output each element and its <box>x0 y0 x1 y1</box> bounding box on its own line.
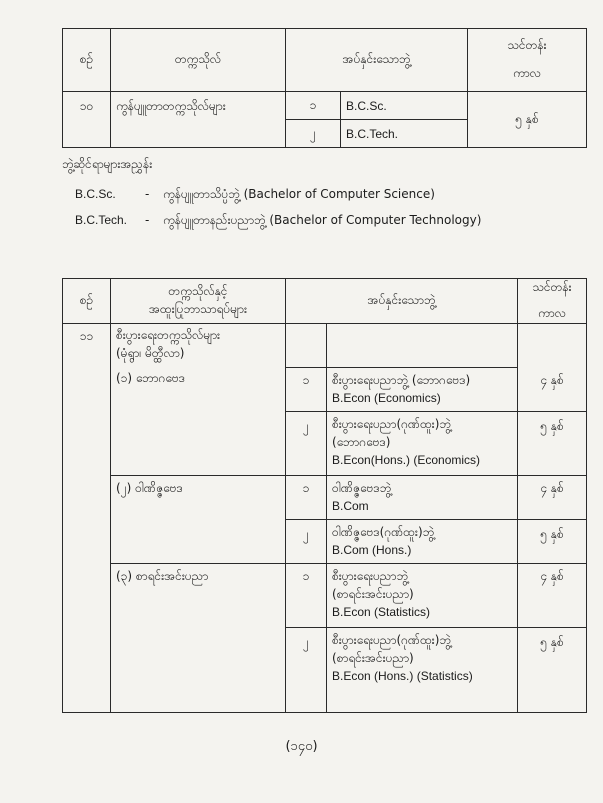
legend-title-text: ဘွဲ့ဆိုင်ရာများအညွှန်း <box>62 157 153 171</box>
degree-cell <box>327 628 518 713</box>
page-number: (၁၄၀) <box>285 739 318 754</box>
header-subject-line1: တက္ကသိုလ်နှင့် <box>168 284 228 298</box>
degree-line: (စာရင်းအင်းပညာ) <box>332 651 414 665</box>
degree-index: ၂ <box>286 520 327 564</box>
duration-cell: ၄ နှစ် <box>518 476 587 520</box>
row-subject: ကွန်ပျူတာတက္ကသိုလ်များ <box>111 92 286 148</box>
degree-line: (စာရင်းအင်းပညာ) <box>332 587 414 601</box>
row-no: ၁၀ <box>63 92 111 148</box>
row-duration: ၅ နှစ် <box>468 92 587 148</box>
legend-item <box>75 186 435 204</box>
university-cell <box>111 324 286 368</box>
duration-cell: ၅ နှစ် <box>518 412 587 476</box>
header-subject-line2: အထူးပြုဘာသာရပ်များ <box>148 302 247 316</box>
row-no: ၁၁ <box>63 324 111 713</box>
header-subject: တက္ကသိုလ် <box>111 29 286 92</box>
header-duration-line1: သင်တန်း <box>507 38 547 52</box>
subject-cell: (၂) ဝါဏိဇ္ဇဗေဒ <box>111 476 286 564</box>
subject-cell: (၁) ဘောဂဗေဒ <box>111 368 286 476</box>
header-duration-line2: ကာလ <box>513 66 541 80</box>
legend-dash: - <box>145 213 150 227</box>
degree-name: B.C.Tech. <box>341 120 468 148</box>
header-duration <box>518 279 587 324</box>
legend-desc: ကွန်ပျူတာသိပ္ပံဘွဲ့ (Bachelor of Computer Science) <box>163 187 435 201</box>
table-row <box>63 324 587 368</box>
degree-line: ဝါဏိဇ္ဇဗေဒ(ဂုဏ်ထူး)ဘွဲ့ <box>332 525 435 539</box>
degree-cell <box>327 476 518 520</box>
duration-cell: ၄ နှစ် <box>518 368 587 412</box>
empty-cell <box>518 324 587 368</box>
table-row <box>63 564 587 628</box>
degree-line: စီးပွားရေးပညာ(ဂုဏ်ထူး)ဘွဲ့ <box>332 633 451 647</box>
table-row <box>63 476 587 520</box>
empty-cell <box>286 324 327 368</box>
degree-line: ဝါဏိဇ္ဇဗေဒဘွဲ့ <box>332 481 392 495</box>
header-degree: အပ်နှင်းသောဘွဲ့ <box>286 29 468 92</box>
legend-desc: ကွန်ပျူတာနည်းပညာဘွဲ့ (Bachelor of Computer Technology) <box>163 213 482 227</box>
legend-title <box>62 153 152 174</box>
table-row <box>63 92 587 120</box>
table1-header-row <box>63 29 587 92</box>
degree-cell <box>327 412 518 476</box>
duration-cell: ၅ နှစ် <box>518 520 587 564</box>
degree-line: B.Com (Hons.) <box>332 543 412 557</box>
degree-line: (ဘောဂဗေဒ) <box>332 435 391 449</box>
degree-index: ၁ <box>286 564 327 628</box>
legend-dash: - <box>145 187 150 201</box>
header-duration <box>468 29 587 92</box>
degree-index: ၂ <box>286 120 341 148</box>
degree-line: B.Econ(Hons.) (Economics) <box>332 453 481 467</box>
degree-line: B.Econ (Statistics) <box>332 605 431 619</box>
degree-line: စီးပွားရေးပညာဘွဲ့ (ဘောဂဗေဒ) <box>332 373 471 387</box>
degree-index: ၂ <box>286 412 327 476</box>
degree-cell <box>327 564 518 628</box>
degree-index: ၂ <box>286 628 327 713</box>
degree-line: စီးပွားရေးပညာဘွဲ့ <box>332 569 409 583</box>
degree-cell <box>327 520 518 564</box>
degree-name: B.C.Sc. <box>341 92 468 120</box>
table2-header-row <box>63 279 587 324</box>
header-degree: အပ်နှင်းသောဘွဲ့ <box>286 279 518 324</box>
header-duration-line1: သင်တန်း <box>532 280 572 294</box>
university-name: စီးပွားရေးတက္ကသိုလ်များ <box>116 328 221 342</box>
degree-cell <box>327 368 518 412</box>
header-subject <box>111 279 286 324</box>
subject-cell: (၃) စာရင်းအင်းပညာ <box>111 564 286 713</box>
header-no: စဉ် <box>63 279 111 324</box>
table-row <box>63 368 587 412</box>
degree-table-1 <box>62 28 587 148</box>
university-locations: (မုံရွာ၊ မိတ္ထီလာ) <box>116 346 185 360</box>
header-duration-line2: ကာလ <box>538 306 566 320</box>
duration-cell: ၄ နှစ် <box>518 564 587 628</box>
degree-index: ၁ <box>286 476 327 520</box>
degree-line: B.Econ (Economics) <box>332 391 441 405</box>
degree-line: B.Com <box>332 499 369 513</box>
legend-abbr: B.C.Sc. <box>75 187 116 201</box>
degree-line: B.Econ (Hons.) (Statistics) <box>332 669 473 683</box>
legend-abbr: B.C.Tech. <box>75 213 128 227</box>
degree-index: ၁ <box>286 368 327 412</box>
degree-line: စီးပွားရေးပညာ(ဂုဏ်ထူး)ဘွဲ့ <box>332 417 451 431</box>
degree-table-2 <box>62 278 587 713</box>
degree-index: ၁ <box>286 92 341 120</box>
header-no: စဉ် <box>63 29 111 92</box>
duration-cell: ၅ နှစ် <box>518 628 587 713</box>
empty-cell <box>327 324 518 368</box>
legend-item <box>75 212 481 230</box>
